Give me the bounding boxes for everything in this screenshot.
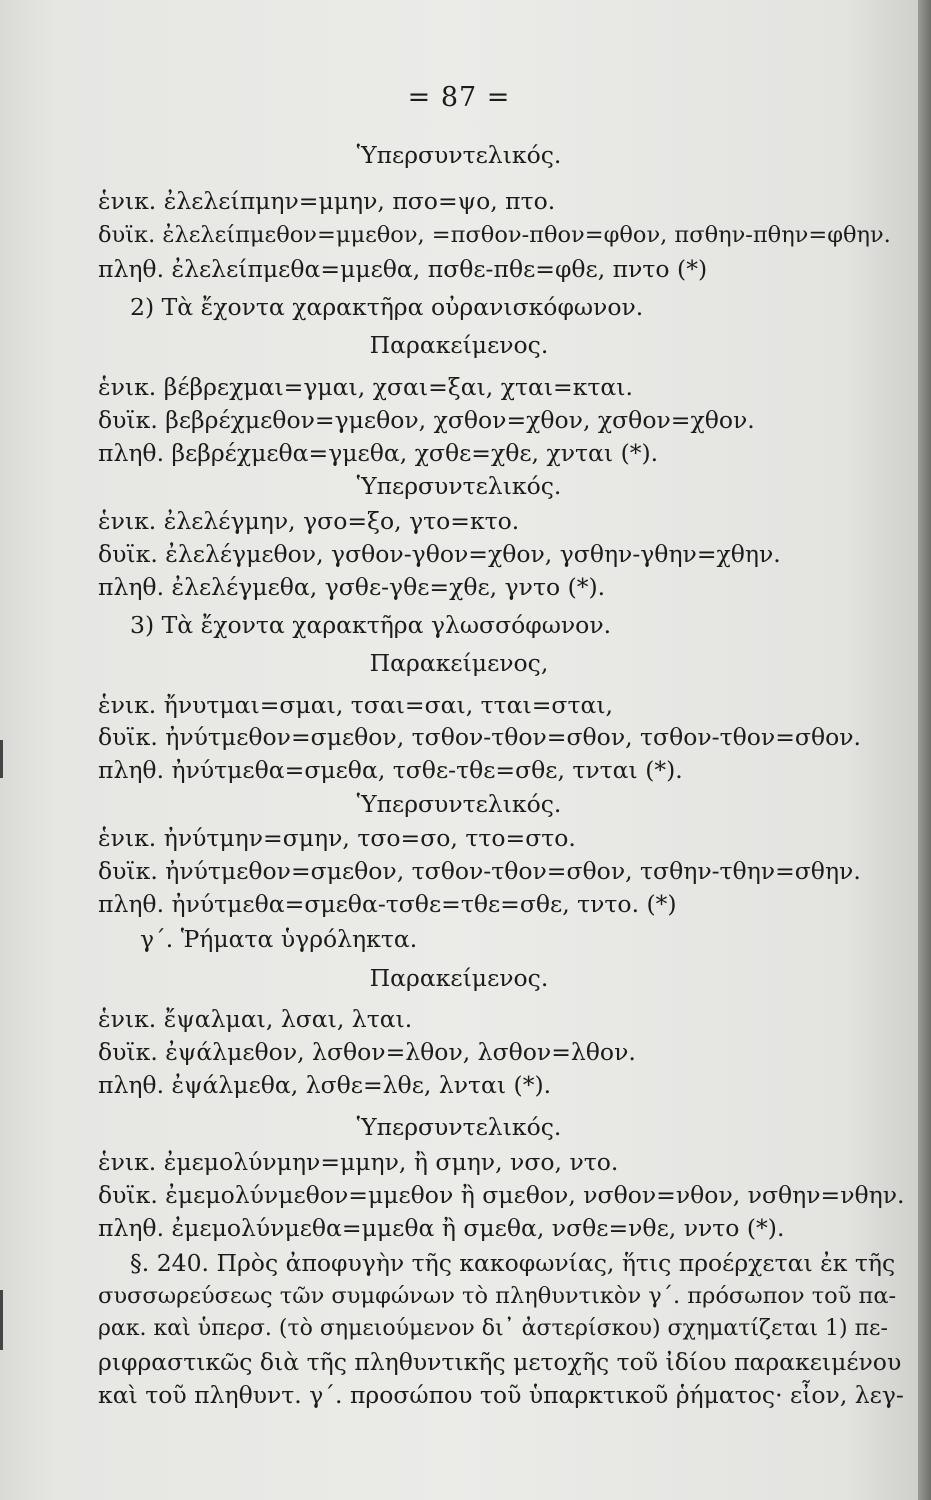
text-line: πληθ. ἐλελείπμεθα=μμεθα, πσθε-πθε=φθε, πντο (*) bbox=[98, 255, 708, 283]
text-line: δυϊκ. ἐλελείπμεθον=μμεθον, =πσθον-πθον=φθον, πσθην-πθην=φθην. bbox=[98, 222, 891, 248]
paragraph-line: ρακ. καὶ ὑπερσ. (τὸ σημειούμενον δι᾽ ἀστερίσκου) σχηματίζεται 1) πε- bbox=[98, 1316, 888, 1341]
section-heading-perfect: Παρακείμενος. bbox=[369, 964, 549, 992]
text-line: πληθ. βεβρέχμεθα=γμεθα, χσθε=χθε, χνται (*). bbox=[98, 439, 659, 467]
page-edge-mark bbox=[0, 740, 3, 778]
text-line: δυϊκ. ἐψάλμεθον, λσθον=λθον, λσθον=λθον. bbox=[98, 1038, 636, 1066]
page-number: = 87 = bbox=[407, 82, 511, 113]
section-heading-perfect: Παρακείμενος, bbox=[369, 649, 549, 677]
text-line: ἑνικ. ἠνύτμην=σμην, τσο=σο, ττο=στο. bbox=[98, 824, 576, 852]
section-heading-pluperfect: Ὑπερσυντελικός. bbox=[356, 141, 562, 169]
paragraph-line: ριφραστικῶς διὰ τῆς πληθυντικῆς μετοχῆς τοῦ ἰδίου παρακειμένου bbox=[98, 1348, 902, 1376]
section-heading-pluperfect: Ὑπερσυντελικός. bbox=[356, 472, 562, 500]
text-line: δυϊκ. ἠνύτμεθον=σμεθον, τσθον-τθον=σθον, τσθον-τθον=σθον. bbox=[98, 723, 861, 751]
text-line: ἑνικ. ἐμεμολύνμην=μμην, ἢ σμην, νσο, ντο. bbox=[98, 1148, 619, 1176]
section-heading-pluperfect: Ὑπερσυντελικός. bbox=[356, 790, 562, 818]
text-line: ἑνικ. ἐλελείπμην=μμην, πσο=ψο, πτο. bbox=[98, 187, 556, 215]
page-edge-mark bbox=[0, 1290, 3, 1350]
text-line: δυϊκ. ἠνύτμεθον=σμεθον, τσθον-τθον=σθον, τσθην-τθην=σθην. bbox=[98, 857, 861, 885]
book-spine bbox=[918, 0, 931, 1500]
section-heading-perfect: Παρακείμενος. bbox=[369, 331, 549, 359]
text-line: δυϊκ. ἐμεμολύνμεθον=μμεθον ἢ σμεθον, νσθον=νθον, νσθην=νθην. bbox=[98, 1181, 905, 1209]
text-line: δυϊκ. ἐλελέγμεθον, γσθον-γθον=χθον, γσθην-γθην=χθην. bbox=[98, 540, 781, 568]
text-line: πληθ. ἠνύτμεθα=σμεθα-τσθε=τθε=σθε, τντο. (*) bbox=[98, 890, 677, 918]
paragraph-line: συσσωρεύσεως τῶν συμφώνων τὸ πληθυντικὸν γ΄. πρόσωπον τοῦ πα- bbox=[98, 1283, 897, 1309]
paragraph-line: καὶ τοῦ πληθυντ. γ΄. προσώπου τοῦ ὑπαρκτικοῦ ῥήματος· εἶον, λεγ- bbox=[98, 1381, 904, 1409]
text-line: δυϊκ. βεβρέχμεθον=γμεθον, χσθον=χθον, χσθον=χθον. bbox=[98, 406, 755, 434]
section-heading-pluperfect: Ὑπερσυντελικός. bbox=[356, 1113, 562, 1141]
subsection-heading: γ΄. Ῥήματα ὑγρόληκτα. bbox=[140, 925, 418, 953]
text-line: ἑνικ. βέβρεχμαι=γμαι, χσαι=ξαι, χται=κται. bbox=[98, 373, 633, 401]
subsection-heading: 2) Τὰ ἔχοντα χαρακτῆρα οὐρανισκόφωνον. bbox=[130, 293, 644, 321]
text-line: ἑνικ. ἤνυτμαι=σμαι, τσαι=σαι, τται=σται, bbox=[98, 691, 614, 719]
text-line: πληθ. ἐψάλμεθα, λσθε=λθε, λνται (*). bbox=[98, 1071, 552, 1099]
paragraph-line: §. 240. Πρὸς ἀποφυγὴν τῆς κακοφωνίας, ἥτις προέρχεται ἐκ τῆς bbox=[130, 1249, 896, 1277]
subsection-heading: 3) Τὰ ἔχοντα χαρακτῆρα γλωσσόφωνον. bbox=[130, 611, 612, 639]
text-line: πληθ. ἐμεμολύνμεθα=μμεθα ἢ σμεθα, νσθε=νθε, νντο (*). bbox=[98, 1214, 785, 1242]
text-line: πληθ. ἐλελέγμεθα, γσθε-γθε=χθε, γντο (*). bbox=[98, 573, 606, 601]
text-line: πληθ. ἠνύτμεθα=σμεθα, τσθε-τθε=σθε, τνται (*). bbox=[98, 756, 683, 784]
text-line: ἑνικ. ἐλελέγμην, γσο=ξο, γτο=κτο. bbox=[98, 507, 520, 535]
text-line: ἑνικ. ἔψαλμαι, λσαι, λται. bbox=[98, 1005, 413, 1033]
